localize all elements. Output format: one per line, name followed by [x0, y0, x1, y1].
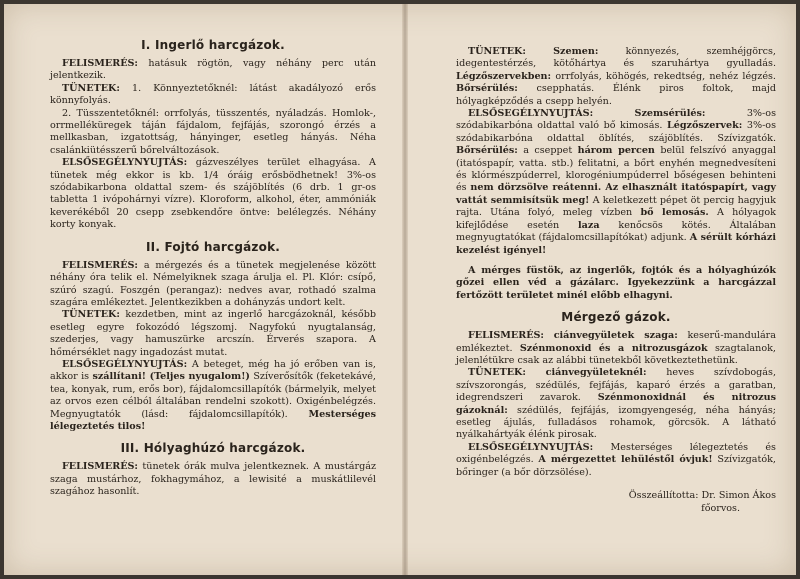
paragraph: FELISMERÉS: ciánvegyületek szaga: keserű-mandulára emlékeztet. Szénmonoxid és a nitrozusgázok szagtalanok, jelenlétükre csak az alábbi tünetekből következtethetünk. [456, 330, 776, 366]
leaflet-sheet [4, 4, 796, 575]
paragraph: ELSŐSEGÉLYNYUJTÁS: gázveszélyes terület elhagyása. A tünetek még ekkor is kb. 1/4 óráig erősbödhetnek! 3%-os szódabikarbona oldattal szem- és szájöblítés (6 drb. 1 gr-os tabletta 1 ivópohárnyi vízre). Kloroform, alkohol, éter, ammóniák keverékéből 20 csepp zsebkendőre öntve: belélegzés. Néhány korty konyak. [50, 157, 376, 231]
paragraph: ELSŐSEGÉLYNYUJTÁS: Mesterséges lélegeztetés és oxigénbelégzés. A mérgezettet lehüléstől óvjuk! Szívizgatók, bőringer (a bőr dörzsölése). [456, 441, 776, 478]
section-title-holyaghuzo: III. Hólyaghúzó harcgázok. [120, 441, 306, 456]
paragraph: ELSŐSEGÉLYNYUJTÁS: A beteget, még ha jó erőben van is, akkor is szállítani! (Teljes nyugalom!) Szíverősítők (feketekávé, tea, konyak, rum, erős bor), fájdalomcsillapítók (bármelyik, melyet az orvos ezen célból általában rendelni szokott). Oxigénbelégzés. Megnyugtatók (lásd: fájdalomcsillapítók). Mesterséges lélegeztetés tilos! [50, 358, 376, 432]
paragraph: FELISMERÉS: tünetek órák mulva jelentkeznek. A mustárgáz szaga mustárhoz, fokhagymához, a lewisité a muskátlilevél szagához hasonlít. [50, 461, 376, 498]
paragraph: FELISMERÉS: a mérgezés és a tünetek megjelenése között néhány óra telik el. Némelyiknek szaga árulja el. Pl. Klór: csípő, szúró szagú. Foszgén (perangaz): nedves avar, rothadó szalma szagára emlékeztet. Jelentkezikben a dohányzás undort kelt. [50, 259, 376, 308]
left-page [50, 4, 376, 499]
section-title-mergezo: Mérgező gázok. [561, 310, 671, 325]
paragraph: ELSŐSEGÉLYNYUJTÁS: Szemsérülés: 3%-os szódabikarbóna oldattal való bő kimosás. Légzőszervek: 3%-os szódabikarbóna oldattal öblítés, szájöblítés. Szívizgatók. Bőrsérülés: a cseppet három percen belül felszívó anyaggal (itatóspapír, vatta. stb.) felitatni, a bőrt enyhén megnedvesíteni és klórmészpúderrel, klorogéniumpúderrel bőségesen behinteni és nem dörzsölve reátenni. Az elhasznált itatóspapírt, vagy vattát semmisítsük meg! A keletkezett pépet öt percig hagyjuk rajta. Utána folyó, meleg vízben bő lemosás. A hólyagok kifejlődése esetén laza kenőcsös kötés. Általában megnyugtatókat (fájdalomcsillapítókat) adjunk. A sérült kórházi kezelést igényel! [456, 108, 777, 256]
paragraph: TÜNETEK: ciánvegyületeknél: heves szívdobogás, szívszorongás, szédülés, fejfájás, kaparó érzés a garatban, idegrendszeri zavarok. Szénmonoxidnál és nitrozus gázoknál: szédülés, fejfájás, izomgyengeség, néha hányás; esetleg ájulás, fulladásos rohamok, görcsök. A látható nyálkahártyák élénk pirosak. [456, 367, 776, 441]
warning-paragraph: A mérges füstök, az ingerlők, fojtók és a hólyaghúzók gőzei ellen véd a gázálarc. Igyekezzünk a harcgázzal fertőzött területet minél előbb elhagyni. [456, 264, 776, 301]
section-title-fojto: II. Fojtó harcgázok. [145, 239, 281, 254]
section-title-ingerlo: I. Ingerlő harcgázok. [141, 38, 285, 52]
right-page [456, 4, 776, 515]
page-fold [402, 4, 408, 575]
paragraph: 2. Tüsszentetőknél: orrfolyás, tüsszentés, nyáladzás. Homlok-, orrmelléküregek táján fájdalom, fejfájás, szorongó érzés a mellkasban, izgatottság, hányinger, esetleg hányás. Néha csalánkiütésszerű bőrelváltozások. [50, 107, 376, 156]
paragraph: TÜNETEK: kezdetben, mint az ingerlő harcgázoknál, később esetleg egyre fokozódó légszomj. Nagyfokú nyugtalanság, szederjes, vagy hamuszürke arcszín. Érverés szapora. A hőmérséklet nagy ingadozást mutat. [50, 309, 376, 358]
author-line: Összeállította: Dr. Simon Ákos [628, 490, 776, 501]
paragraph: TÜNETEK: Szemen: könnyezés, szemhéjgörcs, idegentestérzés, kötőhártya és szaruhártya gyulladás. Légzőszervekben: orrfolyás, köhögés, rekedtség, nehéz légzés. Bőrsérülés: csepphatás. Élénk piros foltok, majd hólyagképződés a csepp helyén. [456, 46, 776, 107]
paragraph: FELISMERÉS: hatásuk rögtön, vagy néhány perc után jelentkezik. [50, 58, 376, 82]
signature-block [456, 489, 776, 515]
paragraph: TÜNETEK: 1. Könnyeztetőknél: látást akadályozó erős könnyfolyás. [50, 82, 376, 107]
author-title: főorvos. [701, 503, 740, 514]
